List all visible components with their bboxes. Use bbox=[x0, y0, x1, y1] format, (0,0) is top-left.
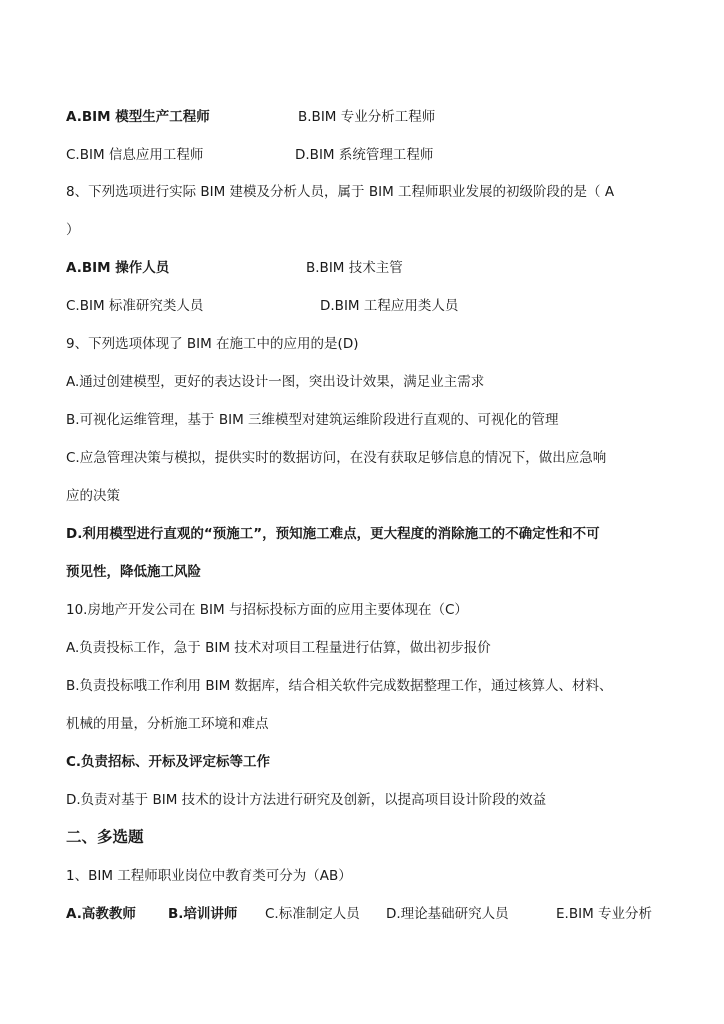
mq1-option-d: D.理论基础研究人员 bbox=[386, 906, 509, 922]
q8-option-b: B.BIM 技术主管 bbox=[306, 260, 403, 276]
mq1-option-a: A.高教教师 bbox=[66, 906, 136, 922]
q7-option-d: D.BIM 系统管理工程师 bbox=[295, 147, 434, 163]
q10-option-b-line2: 机械的用量，分析施工环境和难点 bbox=[66, 716, 269, 732]
q9-stem: 9、下列选项体现了 BIM 在施工中的应用的是(D) bbox=[66, 336, 359, 352]
q8-stem-line2: ） bbox=[66, 222, 80, 238]
mq1-stem: 1、BIM 工程师职业岗位中教育类可分为（AB） bbox=[66, 868, 352, 884]
q9-option-b: B.可视化运维管理，基于 BIM 三维模型对建筑运维阶段进行直观的、可视化的管理 bbox=[66, 412, 559, 428]
q7-option-b: B.BIM 专业分析工程师 bbox=[298, 109, 436, 125]
q10-stem: 10.房地产开发公司在 BIM 与招标投标方面的应用主要体现在（C） bbox=[66, 602, 468, 618]
q9-option-c-line2: 应的决策 bbox=[66, 488, 120, 504]
q9-option-d-line1: D.利用模型进行直观的“预施工”，预知施工难点，更大程度的消除施工的不确定性和不可 bbox=[66, 526, 600, 542]
q10-option-b-line1: B.负责投标哦工作利用 BIM 数据库，结合相关软件完成数据整理工作，通过核算人、材料、 bbox=[66, 678, 613, 694]
mq1-option-e: E.BIM 专业分析 bbox=[556, 906, 653, 922]
q8-stem-line1: 8、下列选项进行实际 BIM 建模及分析人员，属于 BIM 工程师职业发展的初级阶段的是（ A bbox=[66, 184, 615, 200]
mq1-option-b: B.培训讲师 bbox=[168, 906, 238, 922]
q9-option-c-line1: C.应急管理决策与模拟，提供实时的数据访问，在没有获取足够信息的情况下，做出应急响 bbox=[66, 450, 607, 466]
q8-option-d: D.BIM 工程应用类人员 bbox=[320, 298, 459, 314]
q8-option-c: C.BIM 标准研究类人员 bbox=[66, 298, 204, 314]
q7-option-a: A.BIM 模型生产工程师 bbox=[66, 109, 210, 125]
mq1-option-c: C.标准制定人员 bbox=[265, 906, 360, 922]
q7-option-c: C.BIM 信息应用工程师 bbox=[66, 147, 204, 163]
q10-option-d: D.负责对基于 BIM 技术的设计方法进行研究及创新，以提高项目设计阶段的效益 bbox=[66, 792, 547, 808]
q8-option-a: A.BIM 操作人员 bbox=[66, 260, 170, 276]
q10-option-a: A.负责投标工作，急于 BIM 技术对项目工程量进行估算，做出初步报价 bbox=[66, 640, 491, 656]
q10-option-c: C.负责招标、开标及评定标等工作 bbox=[66, 754, 271, 770]
section-heading-multiple-choice: 二、多选题 bbox=[66, 828, 144, 846]
q9-option-d-line2: 预见性，降低施工风险 bbox=[66, 564, 201, 580]
q9-option-a: A.通过创建模型，更好的表达设计一图，突出设计效果，满足业主需求 bbox=[66, 374, 485, 390]
